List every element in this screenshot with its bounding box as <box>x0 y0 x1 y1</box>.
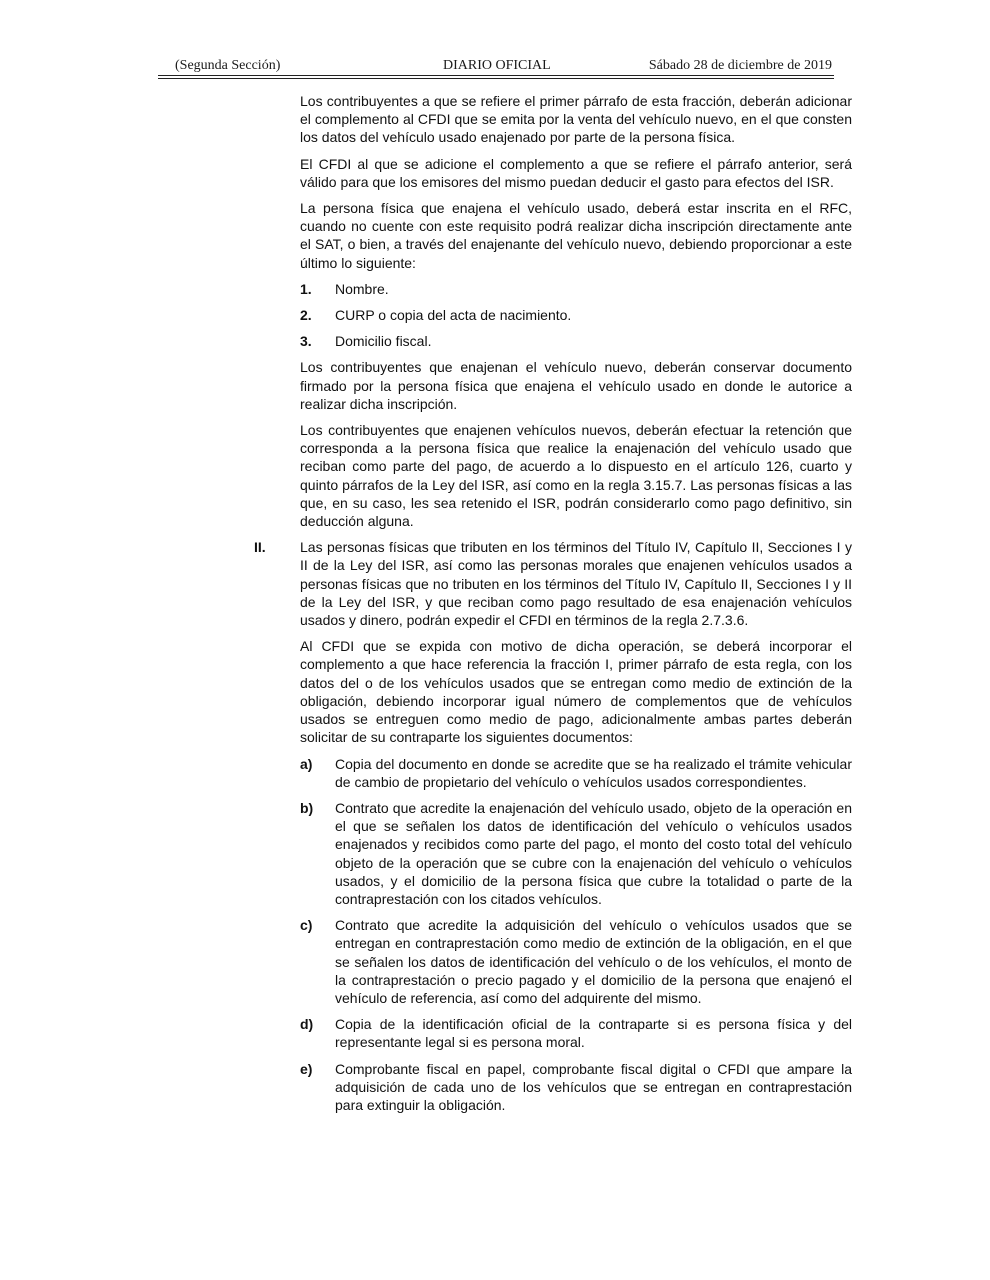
item-text: Contrato que acredite la adquisición del vehículo o vehículos usados que se entregan en contraprestación como medio de extinción de la obligación, en el que se señalen los datos de identificación del vehículo o de los vehículos, el monto de la contraprestación o precio pagado y el domicilio de la persona que enajenó el vehículo de referencia, así como del adquirente del mismo. <box>335 917 852 1006</box>
paragraph: Los contribuyentes que enajenan el vehículo nuevo, deberán conservar documento firmado por la persona física que enajena el vehículo usado en donde le autorice a realizar dicha inscripción. <box>300 359 852 412</box>
paragraph: Los contribuyentes que enajenen vehículos nuevos, deberán efectuar la retención que corresponda a la persona física que realice la enajenación del vehículo usado que reciban como parte del pago, de acuerdo a lo dispuesto en el artículo 126, cuarto y quinto párrafos de la Ley del ISR, así como en la regla 3.15.7. Las personas físicas a las que, en su caso, les sea retenido el ISR, podrán considerarlo como pago definitivo, sin deducción alguna. <box>300 422 852 530</box>
numbered-item <box>300 280 852 298</box>
header-rule-bottom <box>158 78 834 79</box>
lettered-item <box>300 799 852 908</box>
lettered-item <box>300 1060 852 1115</box>
fraction-text: Las personas físicas que tributen en los términos del Título IV, Capítulo II, Secciones I y II de la Ley del ISR, así como las personas morales que enajenen vehículos usados a personas físicas que no tributen en los términos del Título IV, Capítulo II, Secciones I y II de la Ley del ISR, y que reciban como pago resultado de esa enajenación vehículos usados y dinero, podrán expedir el CFDI en términos de la regla 2.7.3.6. <box>300 539 852 629</box>
document-body <box>0 92 990 1122</box>
item-letter: b) <box>300 799 314 816</box>
item-text: CURP o copia del acta de nacimiento. <box>335 307 572 324</box>
item-number: 1. <box>300 280 312 297</box>
item-text: Copia de la identificación oficial de la contraparte si es persona física y del representante legal si es persona moral. <box>335 1016 852 1051</box>
fraction-ii <box>254 538 852 629</box>
paragraph: Los contribuyentes a que se refiere el primer párrafo de esta fracción, deberán adicionar el complemento al CFDI que se emita por la venta del vehículo nuevo, en el que consten los datos del vehículo usado enajenado por parte de la persona física. <box>300 93 852 146</box>
header-date: Sábado 28 de diciembre de 2019 <box>648 58 832 73</box>
header-section: (Segunda Sección) <box>175 58 281 73</box>
fraction-number: II. <box>254 539 266 556</box>
paragraph: Al CFDI que se expida con motivo de dicha operación, se deberá incorporar el complemento a que hace referencia la fracción I, primer párrafo de esta regla, con los datos del o de los vehículos usados que se entregan como medio de extinción de la obligación, debiendo incorporar igual número de complementos que de vehículos usados se entreguen como medio de pago, adicionalmente ambas partes deberán solicitar de su contraparte los siguientes documentos: <box>300 638 852 746</box>
paragraph: El CFDI al que se adicione el complemento a que se refiere el párrafo anterior, será válido para que los emisores del mismo puedan deducir el gasto para efectos del ISR. <box>300 155 852 190</box>
item-text: Copia del documento en donde se acredite que se ha realizado el trámite vehicular de cambio de propietario del vehículo o vehículos usados correspondientes. <box>335 755 852 790</box>
lettered-item <box>300 755 852 791</box>
item-letter: d) <box>300 1016 314 1033</box>
item-text: Nombre. <box>335 280 389 297</box>
paragraph: La persona física que enajena el vehículo usado, deberá estar inscrita en el RFC, cuando no cuente con este requisito podrá realizar dicha inscripción directamente ante el SAT, o bien, a través del enajenante del vehículo nuevo, debiendo proporcionar a este último lo siguiente: <box>300 200 852 271</box>
numbered-item <box>300 332 852 350</box>
item-number: 3. <box>300 333 312 350</box>
header-publication: DIARIO OFICIAL <box>443 58 551 73</box>
item-text: Comprobante fiscal en papel, comprobante fiscal digital o CFDI que ampare la adquisición de cada uno de los vehículos que se entregan en contraprestación para extinguir la obligación. <box>335 1060 852 1113</box>
item-number: 2. <box>300 307 312 324</box>
lettered-item <box>300 916 852 1007</box>
item-letter: c) <box>300 917 313 934</box>
header-rule-top <box>158 75 834 76</box>
item-letter: e) <box>300 1060 313 1077</box>
item-text: Domicilio fiscal. <box>335 333 432 350</box>
page-header <box>160 58 832 76</box>
numbered-item <box>300 306 852 324</box>
lettered-item <box>300 1015 852 1051</box>
item-text: Contrato que acredite la enajenación del vehículo usado, objeto de la operación en el que se señalen los datos de identificación del vehículo o vehículos usados enajenados y recibidos como parte del pago, el monto del costo total del vehículo objeto de la operación que se cubre con la enajenación del vehículo o vehículos usados, y el domicilio de la persona física que cubre la totalidad o parte de la contraprestación con los citados vehículos. <box>335 799 852 907</box>
item-letter: a) <box>300 755 313 772</box>
